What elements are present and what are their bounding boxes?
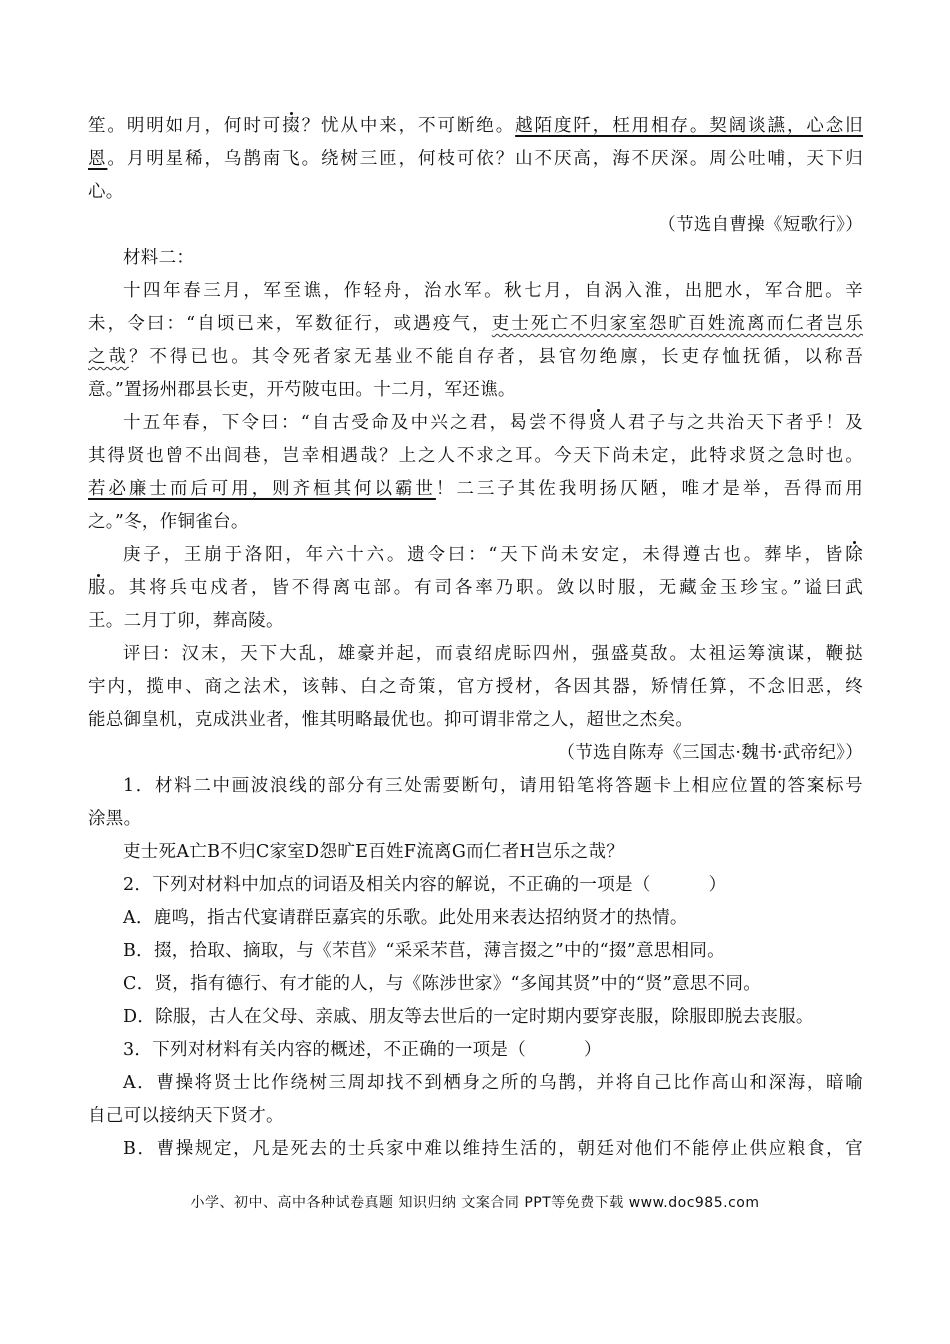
- q2-stem: 2．下列对材料中加点的词语及相关内容的解说，不正确的一项是（ ）: [123, 875, 727, 895]
- wavy-underlined-phrase: 吏士死亡不归家室怨旷百姓流离而仁者岂乐: [491, 314, 864, 334]
- poem-line-2: 恩。月明星稀，乌鹊南飞。绕树三匝，何枝可依？山不厌高，海不厌深。周公吐哺，天下归: [88, 149, 863, 169]
- m2-p4-line-3: 能总御皇机，克成洪业者，惟其明略最优也。抑可谓非常之人，超世之杰矣。: [88, 710, 694, 730]
- q2-option-b: B．掇，拾取、摘取，与《芣苢》“采采芣苢，薄言掇之”中的“掇”意思相同。: [123, 941, 725, 961]
- material2-source: （节选自陈寿《三国志·魏书·武帝纪》）: [557, 743, 863, 763]
- q2-option-c: C．贤，指有德行、有才能的人，与《陈涉世家》“多闻其贤”中的“贤”意思不同。: [123, 974, 762, 994]
- poem-source: （节选自曹操《短歌行》）: [658, 215, 863, 235]
- m2-p4-line-1: 评曰：汉末，天下大乱，雄豪并起，而袁绍虎眎四州，强盛莫敌。太祖运筹演谋，鞭挞: [123, 644, 863, 664]
- m2-p2-line-1: 十五年春，下令曰：“自古受命及中兴之君，曷尝不得贤人君子与之共治天下者乎！及: [123, 413, 863, 433]
- m2-p3-line-1: 庚子，王崩于洛阳，年六十六。遗令曰：“天下尚未安定，未得遵古也。葬毕，皆除: [123, 545, 863, 565]
- q1-options: 吏士死A亡B不归C家室D怨旷E百姓F流离G而仁者H岂乐之哉？: [123, 842, 625, 862]
- q3-option-a-line-2: 自己可以接纳天下贤才。: [88, 1106, 284, 1126]
- underlined-phrase: 若必廉士而后可用，则齐桓其何以霸世: [88, 479, 436, 499]
- underlined-phrase: 越陌度阡，枉用相存。契阔谈讌，心念旧: [515, 116, 863, 136]
- poem-line-1: 笙。明明如月，何时可掇？忧从中来，不可断绝。越陌度阡，枉用相存。契阔谈讌，心念旧: [88, 116, 863, 136]
- m2-p1-line-1: 十四年春三月，军至谯，作轻舟，治水军。秋七月，自涡入淮，出肥水，军合肥。辛: [123, 281, 863, 301]
- m2-p3-line-3: 王。二月丁卯，葬高陵。: [88, 611, 284, 631]
- m2-p1-line-4: 意。”置扬州郡县长吏，开芍陂屯田。十二月，军还谯。: [88, 380, 516, 400]
- q3-option-a-line-1: A．曹操将贤士比作绕树三周却找不到栖身之所的乌鹊，并将自己比作高山和深海，暗喻: [123, 1073, 863, 1093]
- m2-p4-line-2: 宇内，揽申、商之法术，该韩、白之奇策，官方授材，各因其器，矫情任算，不念旧恶，终: [88, 677, 863, 697]
- q2-option-d: D．除服，古人在父母、亲戚、朋友等去世后的一定时期内要穿丧服，除服即脱去丧服。: [123, 1007, 814, 1027]
- m2-p1-line-2: 未，令曰：“自顷已来，军数征行，或遇疫气，吏士死亡不归家室怨旷百姓流离而仁者岂乐: [88, 314, 864, 334]
- m2-p2-line-4: 之。”冬，作铜雀台。: [88, 512, 249, 532]
- dotted-char: 贤: [588, 413, 609, 433]
- q1-line-1: 1．材料二中画波浪线的部分有三处需要断句，请用铅笔将答题卡上相应位置的答案标号: [123, 776, 863, 796]
- document-page: [88, 110, 863, 1166]
- m2-p3-line-2: 服。其将兵屯戍者，皆不得离屯部。有司各率乃职。敛以时服，无藏金玉珍宝。”谥曰武: [88, 578, 863, 598]
- wavy-underlined-phrase: 之哉: [88, 347, 129, 367]
- page-footer: 小学、初中、高中各种试卷真题 知识归纳 文案合同 PPT等免费下载 www.doc985.com: [190, 1195, 760, 1211]
- m2-p1-line-3: 之哉？不得已也。其令死者家无基业不能自存者，县官勿绝廪，长吏存恤抚循，以称吾: [88, 347, 863, 367]
- material2-heading: 材料二：: [123, 248, 195, 268]
- m2-p2-line-2: 其得贤也曾不出闾巷，岂幸相遇哉？上之人不求之耳。今天下尚未定，此特求贤之急时也。: [88, 446, 863, 466]
- q3-stem: 3．下列对材料有关内容的概述，不正确的一项是（ ）: [123, 1040, 602, 1060]
- m2-p2-line-3: 若必廉士而后可用，则齐桓其何以霸世！二三子其佐我明扬仄陋，唯才是举，吾得而用: [88, 479, 863, 499]
- q1-line-2: 涂黑。: [88, 809, 142, 829]
- dotted-char: 服: [88, 578, 109, 598]
- underlined-phrase: 恩: [88, 149, 108, 169]
- q2-option-a: A．鹿鸣，指古代宴请群臣嘉宾的乐歌。此处用来表达招纳贤才的热情。: [123, 908, 688, 928]
- dotted-char: 掇: [282, 116, 302, 136]
- dotted-char: 除: [845, 545, 863, 565]
- poem-line-3: 心。: [88, 182, 124, 202]
- q3-option-b-line-1: B．曹操规定，凡是死去的士兵家中难以维持生活的，朝廷对他们不能停止供应粮食，官: [123, 1139, 863, 1159]
